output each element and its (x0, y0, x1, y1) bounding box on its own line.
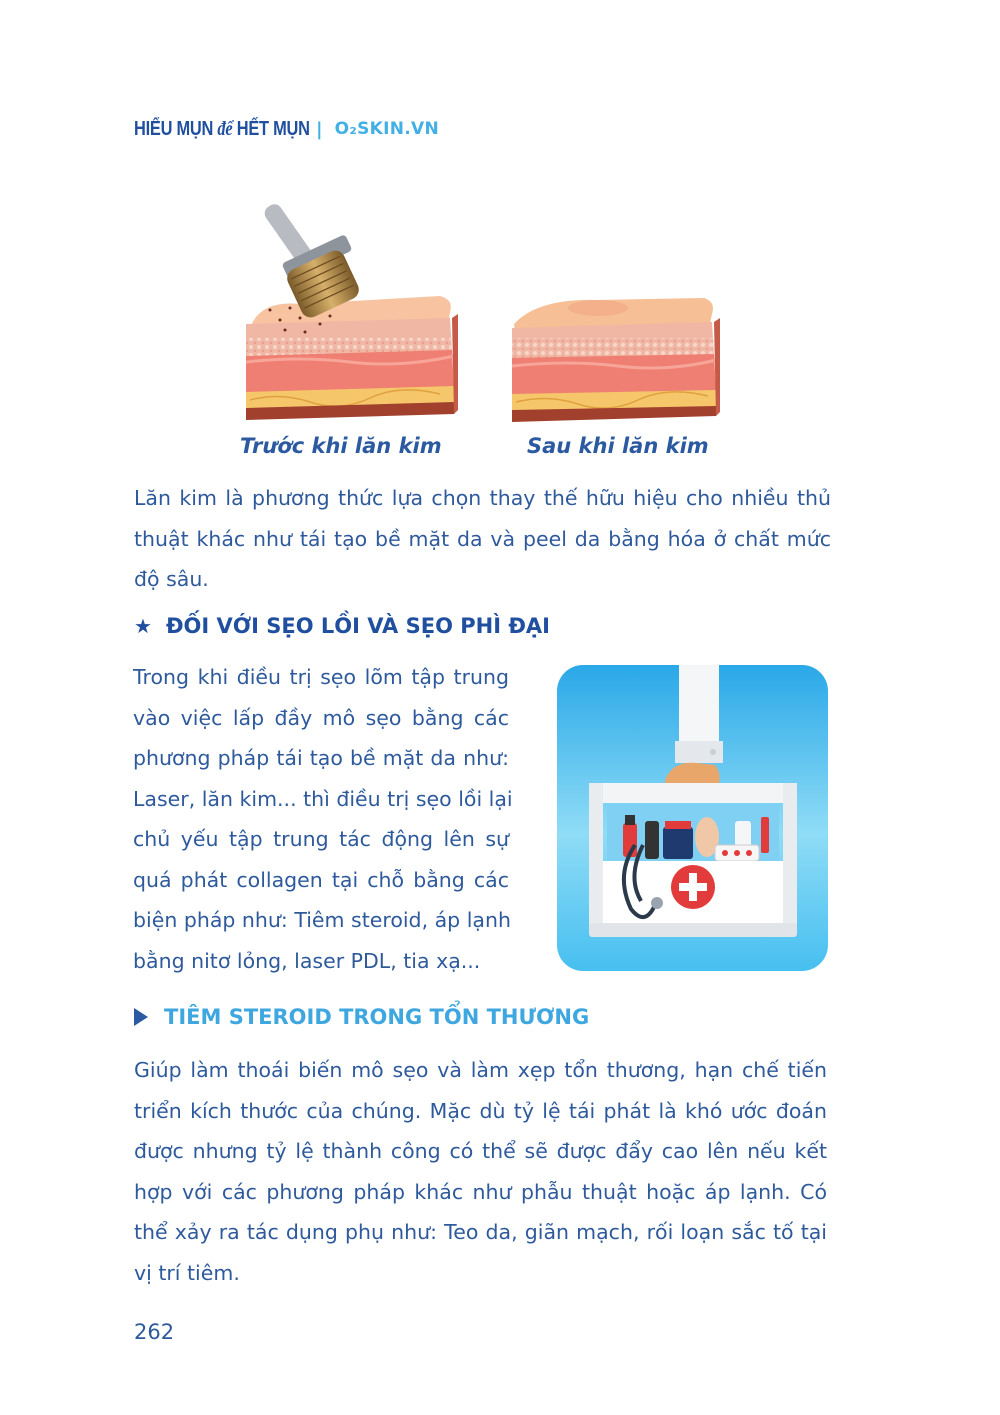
steroid-paragraph (134, 1050, 827, 1293)
keloid-line: phương pháp tái tạo bề mặt da như: (133, 746, 509, 770)
section-heading-steroid (134, 1005, 589, 1029)
header-right (316, 116, 439, 142)
intro-line: thuật khác như tái tạo bề mặt da và peel da bằng hóa ở chất mức (134, 526, 831, 551)
section-heading-text: ĐỐI VỚI SẸO LỒI VÀ SẸO PHÌ ĐẠI (165, 614, 550, 638)
intro-line: độ sâu. (134, 567, 209, 591)
steroid-line: Giúp làm thoái biến mô sẹo và làm xẹp tổn thương, hạn chế tiến (134, 1058, 827, 1082)
keloid-paragraph (133, 657, 513, 981)
section-heading-keloid (134, 614, 550, 638)
running-header (134, 116, 439, 142)
skin-after-illustration (508, 294, 720, 424)
triangle-right-icon (134, 1008, 148, 1026)
keloid-line: vào việc lấp đầy mô sẹo bằng các (133, 705, 509, 730)
intro-paragraph (134, 478, 831, 600)
keloid-line: bằng nitơ lỏng, laser PDL, tia xạ... (133, 948, 481, 973)
star-icon: ★ (134, 614, 152, 638)
book-title-part2: HẾT MỤN (232, 117, 310, 140)
caption-after: Sau khi lăn kim (527, 434, 709, 458)
caption-before: Trước khi lăn kim (240, 434, 442, 458)
site-name: O₂SKIN.VN (334, 119, 439, 139)
skin-before-illustration (240, 200, 460, 422)
steroid-line: hợp với các phương pháp khác như phẫu thuật hoặc áp lạnh. Có (134, 1179, 827, 1204)
keloid-line: Trong khi điều trị sẹo lõm tập trung (133, 665, 509, 689)
book-title (134, 118, 310, 141)
keloid-line: Laser, lăn kim... thì điều trị sẹo lồi lại (133, 786, 513, 811)
keloid-line: biện pháp như: Tiêm steroid, áp lạnh (133, 908, 511, 932)
keloid-line: chủ yếu tập trung tác động lên sự (133, 827, 509, 851)
book-title-part1: HIỂU MỤN (134, 117, 218, 140)
steroid-line: vị trí tiêm. (134, 1260, 240, 1285)
page-number: 262 (134, 1320, 175, 1344)
section-heading-text: TIÊM STEROID TRONG TỔN THƯƠNG (164, 1005, 590, 1029)
keloid-line: quá phát collagen tại chỗ bằng các (133, 867, 509, 892)
steroid-line: triển kích thước của chúng. Mặc dù tỷ lệ tái phát là khó ước đoán (134, 1098, 827, 1123)
header-separator: | (316, 118, 323, 140)
medical-kit-illustration (557, 665, 828, 971)
intro-line: Lăn kim là phương thức lựa chọn thay thế hữu hiệu cho nhiều thủ (134, 486, 831, 510)
book-title-de: để (217, 117, 233, 140)
steroid-line: thể xảy ra tác dụng phụ như: Teo da, giãn mạch, rối loạn sắc tố tại (134, 1220, 827, 1244)
steroid-line: được nhưng tỷ lệ thành công có thể sẽ được đẩy cao lên nếu kết (134, 1139, 827, 1163)
